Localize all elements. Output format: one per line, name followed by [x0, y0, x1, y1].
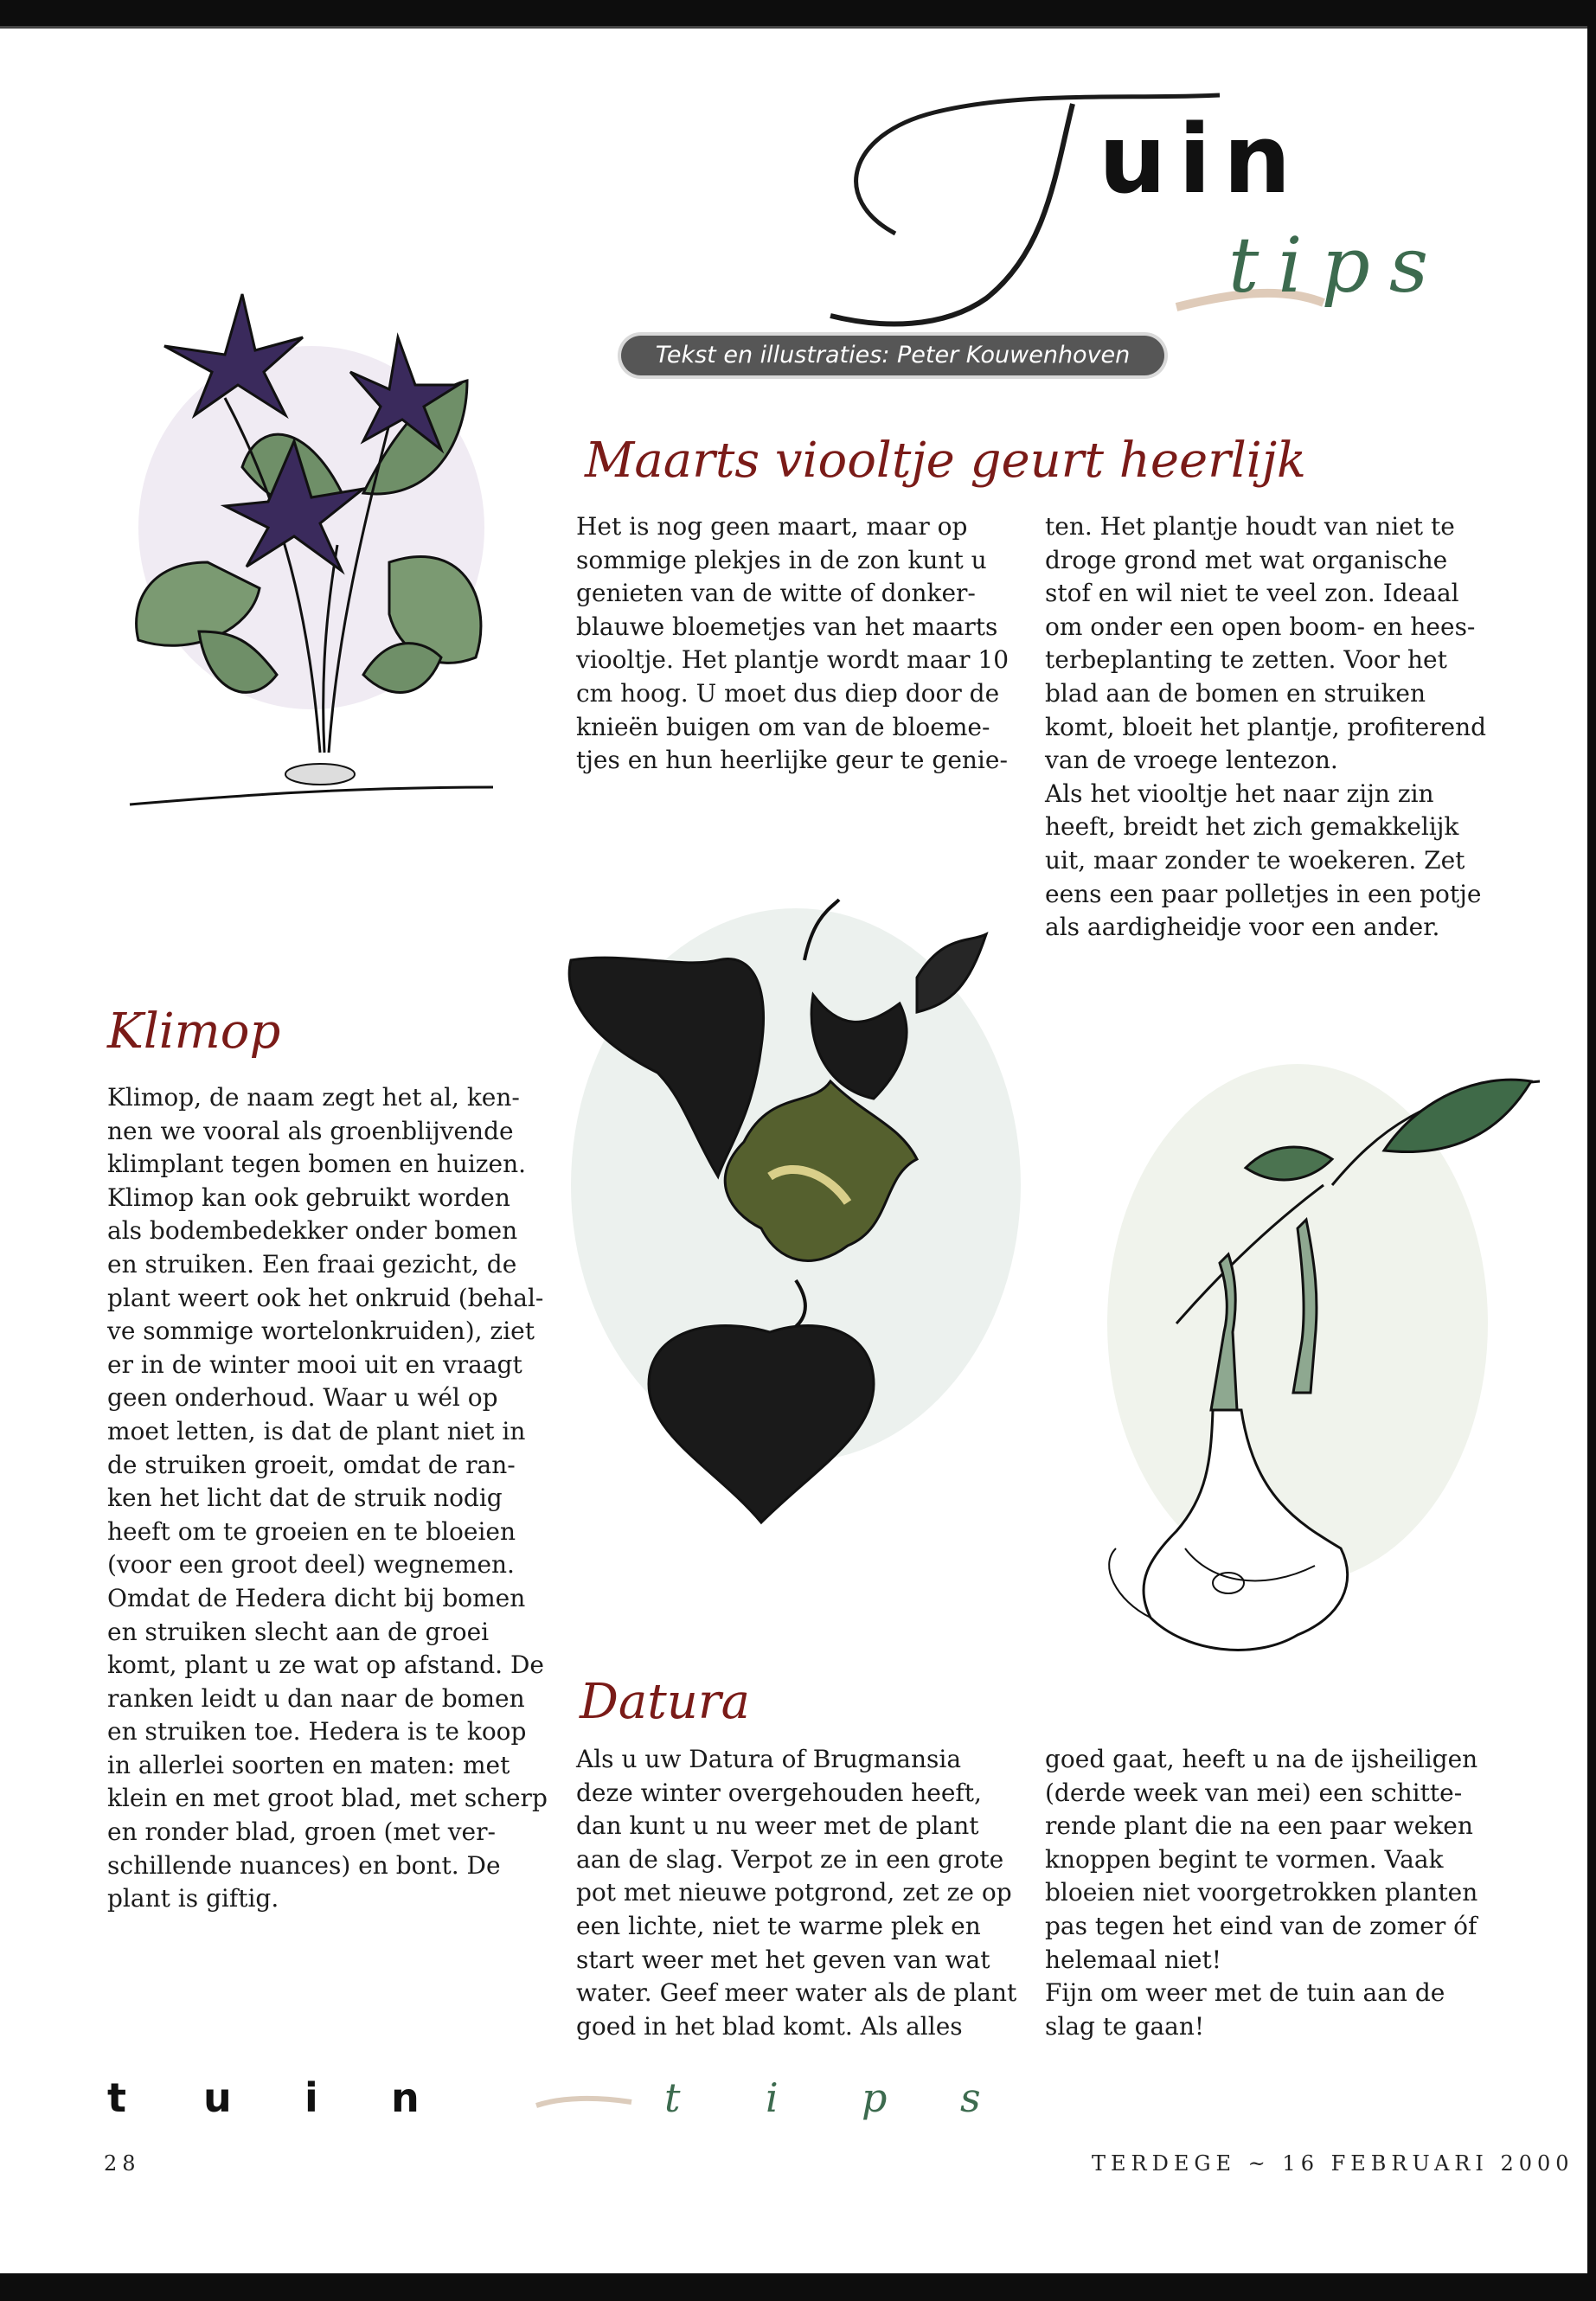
- magazine-issue: TERDEGE ~ 16 FEBRUARI 2000: [1092, 2151, 1574, 2176]
- page-frame-bottom: [0, 2273, 1596, 2301]
- title-word-tips: tips: [1228, 221, 1447, 310]
- datura-text-col2: goed gaat, heeft u na de ijsheiligen (derde week van mei) een schitte- rende plant die na een paar weken knoppen begint te vormen. Vaak bloeien niet voorgetrokken planten pas tegen het eind van de zomer óf helemaal niet! Fijn om weer met de tuin aan de slag te gaan!: [1045, 1745, 1478, 2041]
- footer-swash: [536, 2093, 631, 2111]
- datura-text-col1: Als u uw Datura of Brugmansia deze winter overgehouden heeft, dan kunt u nu weer met de plant aan de slag. Verpot ze in een grote pot met nieuwe potgrond, zet ze op een lichte, niet te warme plek en start weer met het geven van wat water. Geef meer water als de plant goed in het blad komt. Als alles: [576, 1745, 1017, 2041]
- datura-heading: Datura: [580, 1674, 751, 1730]
- violet-illustration: [104, 268, 510, 822]
- footer-letter-i: i: [304, 2074, 318, 2121]
- klimop-text: Klimop, de naam zegt het al, ken- nen we vooral als groenblijvende klimplant tegen bomen en huizen. Klimop kan ook gebruikt worden als bodembedekker onder bomen en struiken. Een fraai gezicht, de plant weert ook het onkruid (behal- ve sommige wortelonkruiden), ziet er in de winter mooi uit en vraagt geen onderhoud. Waar u wél op moet letten, is dat de plant niet in de struiken groeit, omdat de ran- ken het licht dat de struik nodig heeft om te groeien en te bloeien (voor een groot deel) wegnemen. Omdat de Hedera dicht bij bomen en struiken slecht aan de groei komt, plant u ze wat op afstand. De ranken leidt u dan naar de bomen en struiken toe. Hedera is te koop in allerlei soorten en maten: met klein en met groot blad, met scherp en ronder blad, groen (met ver- schillende nuances) en bont. De plant is giftig.: [107, 1083, 548, 1913]
- footer-letter-t2: t: [664, 2074, 681, 2121]
- credit-banner: [621, 336, 1164, 375]
- violet-text-col2: ten. Het plantje houdt van niet te droge grond met wat organische stof en wil niet te veel zon. Ideaal om onder een open boom- en hees- terbeplanting te zetten. Voor het blad aan de bomen en struiken komt, bloeit het plantje, profiterend van de vroege lentezon. Als het viooltje het naar zijn zin heeft, breidt het zich gemakkelijk uit, maar zonder te woekeren. Zet eens een paar polletjes in een potje als aardigheidje voor een ander.: [1045, 512, 1487, 942]
- footer-letter-s: s: [960, 2074, 981, 2121]
- footer-letter-n: n: [391, 2074, 420, 2121]
- page-frame-line: [0, 26, 1587, 29]
- ivy-illustration: [554, 900, 1038, 1522]
- footer-letter-i2: i: [766, 2074, 779, 2121]
- violet-text-col1: Het is nog geen maart, maar op sommige plekjes in de zon kunt u genieten van de witte of donker- blauwe bloemetjes van het maarts viooltje. Het plantje wordt maar 10 cm hoog. U moet dus diep door de knieën buigen om van de bloeme- tjes en hun heerlijke geur te genie-: [576, 512, 1010, 775]
- page-frame-right: [1587, 0, 1596, 2301]
- footer-letter-t: t: [107, 2074, 126, 2121]
- violet-heading: Maarts viooltje geurt heerlijk: [585, 433, 1306, 489]
- footer-letter-p: p: [862, 2074, 888, 2121]
- credit-text: Tekst en illustraties: Peter Kouwenhoven: [655, 342, 1131, 369]
- page-frame-top: [0, 0, 1596, 26]
- title-word-tuin: uin: [1099, 104, 1304, 215]
- datura-illustration: [1099, 1064, 1583, 1687]
- footer-letter-u: u: [203, 2074, 232, 2121]
- page-number: 28: [104, 2151, 141, 2176]
- klimop-heading: Klimop: [107, 1003, 281, 1060]
